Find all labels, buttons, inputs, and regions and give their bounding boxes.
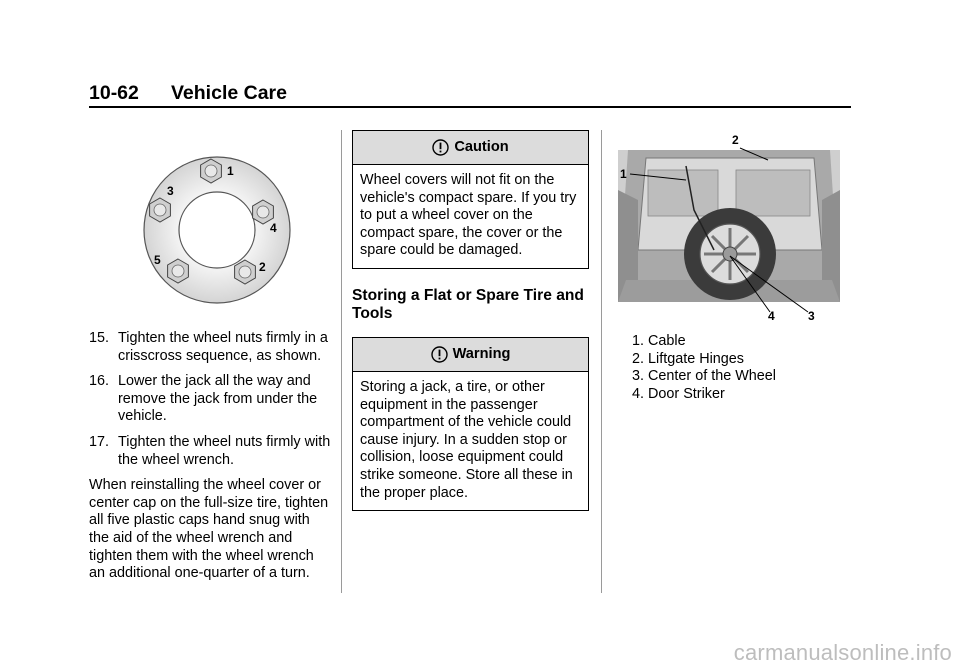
wheel-label-2: 2 — [259, 260, 266, 274]
page-header — [89, 82, 851, 108]
photo-callout-1: 1 — [620, 167, 627, 181]
step-item — [89, 330, 333, 365]
warning-box — [352, 337, 589, 511]
legend-item: 3. Center of the Wheel — [632, 368, 776, 385]
middle-column — [352, 130, 589, 529]
caution-box — [352, 130, 589, 269]
wheel-label-3: 3 — [167, 184, 174, 198]
legend-item: 1. Cable — [632, 333, 686, 349]
page-number: 10-62 — [89, 82, 139, 104]
reinstall-paragraph: When reinstalling the wheel cover or center cap on the full-size tire, tighten all five plastic caps hand snug with the aid of the wheel wrench and tighten them with the wheel wrench an additional one-quarter of a turn. — [89, 477, 329, 582]
column-divider-left — [341, 130, 342, 593]
caution-title: Caution — [454, 138, 509, 155]
caution-header — [353, 131, 588, 165]
step-text: Lower the jack all the way and remove the jack from under the vehicle. — [118, 373, 318, 425]
warning-body: Storing a jack, a tire, or other equipment in the passenger compartment of the vehicle could cause injury. In a sudden stop or collision, loose equipment could strike someone. Store all these in the proper place. — [360, 378, 573, 501]
step-text: Tighten the wheel nuts firmly with the wheel wrench. — [118, 433, 331, 468]
watermark-text: carmanualsonline.info — [733, 640, 952, 665]
step-text: Tighten the wheel nuts firmly in a crisscross sequence, as shown. — [118, 330, 328, 364]
photo-callout-3: 3 — [808, 309, 815, 322]
cargo-spare-tire-photo — [618, 130, 850, 322]
photo-callout-2: 2 — [732, 133, 739, 147]
header-rule — [89, 106, 851, 108]
wheel-label-4: 4 — [270, 221, 277, 235]
cargo-area-illustration — [618, 130, 850, 322]
step-item — [89, 434, 333, 469]
caution-icon — [432, 139, 449, 156]
photo-legend — [632, 333, 776, 403]
step-number: 16. — [89, 373, 110, 390]
wheel-hub-illustration — [137, 150, 297, 310]
procedure-steps — [89, 330, 333, 583]
column-divider-right — [601, 130, 602, 593]
step-number: 17. — [89, 433, 110, 450]
wheel-label-5: 5 — [154, 253, 161, 267]
step-number: 15. — [89, 330, 110, 346]
step-item — [89, 373, 333, 426]
warning-header — [353, 338, 588, 372]
storing-heading: Storing a Flat or Spare Tire and Tools — [352, 286, 584, 322]
caution-body: Wheel covers will not fit on the vehicle's compact spare. If you try to put a wheel cover on the compact spare, the cover or the spare could be damaged. — [360, 172, 577, 259]
wheel-nut-diagram — [137, 150, 297, 310]
legend-item: 2. Liftgate Hinges — [632, 350, 744, 367]
legend-item: 4. Door Striker — [632, 385, 725, 402]
section-title: Vehicle Care — [171, 82, 287, 104]
warning-title: Warning — [452, 345, 511, 362]
warning-icon — [431, 346, 448, 363]
photo-callout-4: 4 — [768, 309, 775, 322]
wheel-label-1: 1 — [227, 164, 234, 178]
